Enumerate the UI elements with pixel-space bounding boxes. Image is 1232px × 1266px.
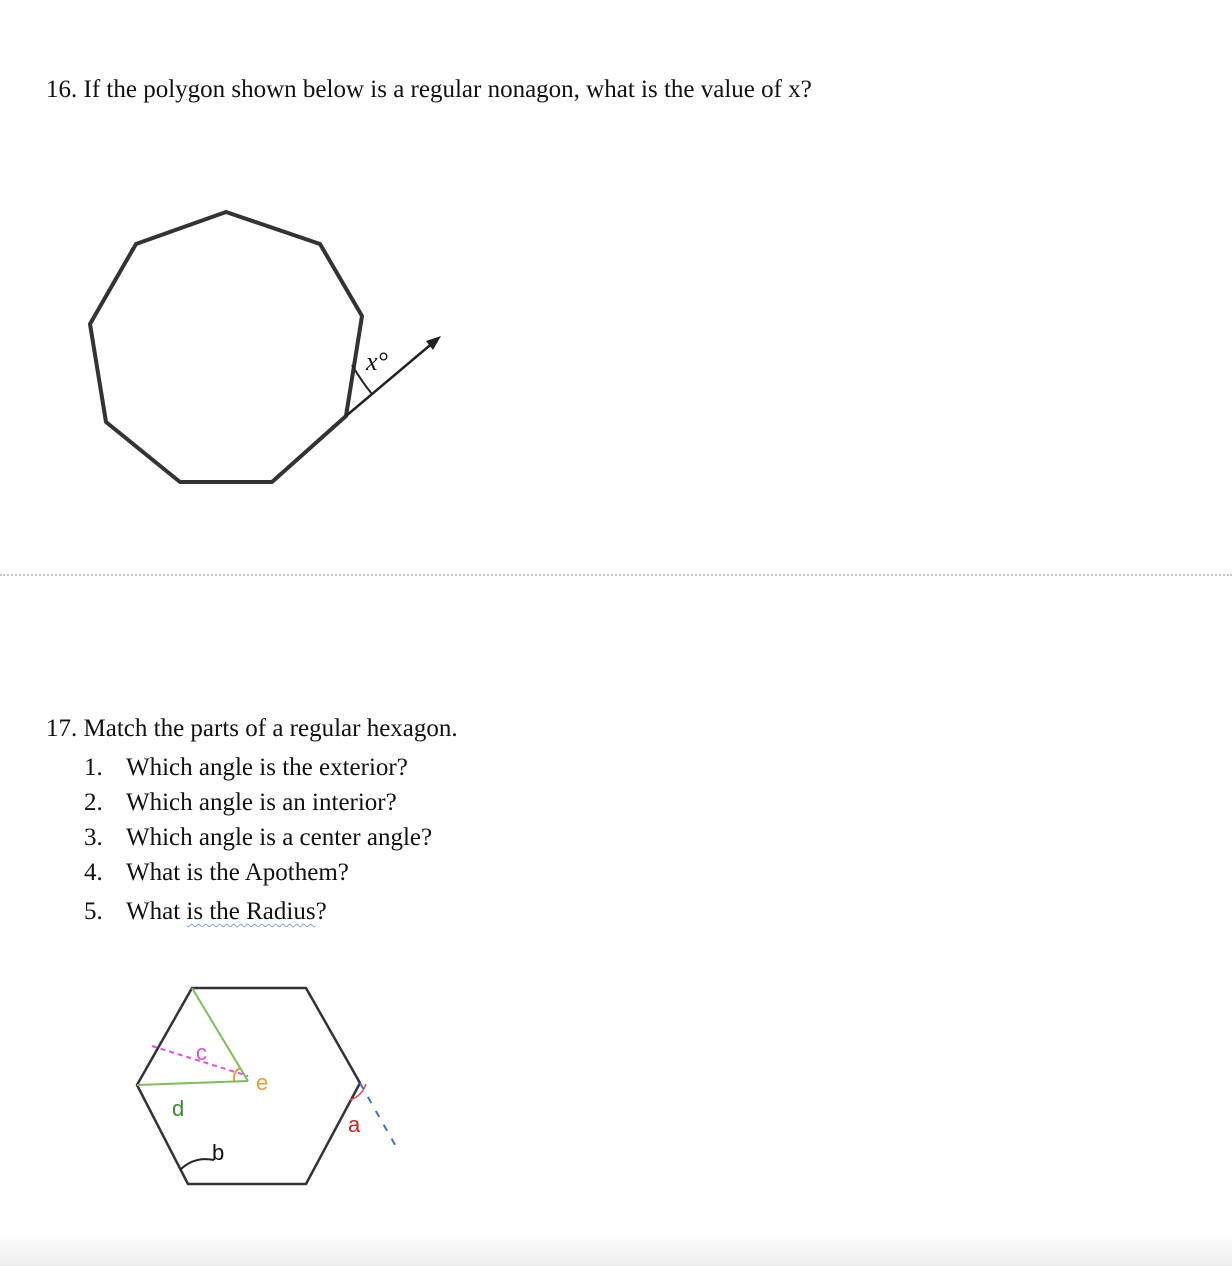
list-item: 3. Which angle is a center angle? — [84, 824, 433, 851]
spellcheck-underline: is the Radius — [186, 898, 316, 925]
hexagon-figure — [130, 978, 430, 1208]
hexagon-shape — [137, 988, 360, 1184]
question-17-list — [84, 750, 432, 929]
nonagon-figure — [80, 200, 540, 500]
list-item: 1. Which angle is the exterior? — [84, 754, 408, 781]
interior-angle-arc — [180, 1159, 214, 1170]
list-item: 5. What is the Radius? — [84, 898, 327, 925]
list-item: 2. Which angle is an interior? — [84, 789, 397, 816]
apothem-line — [137, 1081, 248, 1085]
center-angle-arc — [234, 1068, 240, 1081]
label-e: e — [256, 1070, 269, 1095]
radius-line — [192, 988, 248, 1081]
label-d: d — [172, 1096, 185, 1121]
nonagon-shape — [90, 212, 362, 482]
label-b: b — [212, 1140, 225, 1165]
exterior-extension — [360, 1083, 398, 1150]
list-item: 4. What is the Apothem? — [84, 859, 349, 886]
angle-label-x: x° — [366, 347, 388, 376]
bottom-shade — [0, 1232, 1232, 1266]
question-17-title: 17. Match the parts of a regular hexagon. — [46, 715, 458, 742]
label-a: a — [348, 1112, 361, 1137]
label-c: c — [196, 1040, 207, 1065]
question-16-text: 16. If the polygon shown below is a regular nonagon, what is the value of x? — [46, 76, 812, 103]
section-divider — [0, 574, 1232, 576]
